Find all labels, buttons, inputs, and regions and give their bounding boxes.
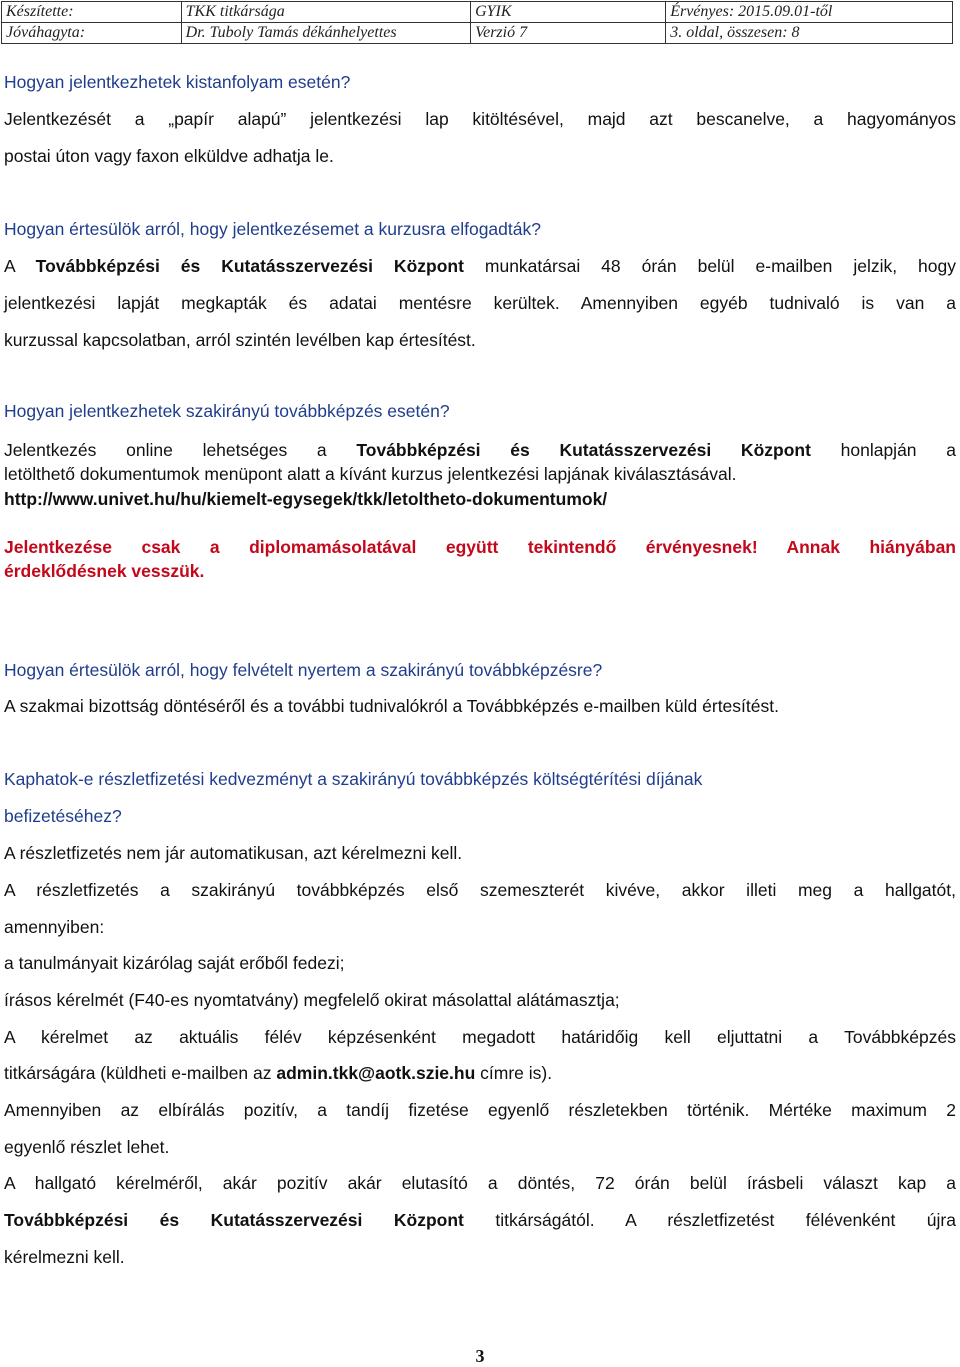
paragraph-line: írásos kérelmét (F40-es nyomtatvány) megfelelő okirat másolattal alátámasztja; <box>4 990 620 1010</box>
paragraph-line: letölthető dokumentumok menüpont alatt a kívánt kurzus jelentkezési lapjának kiválasztásával. <box>4 464 737 484</box>
paragraph-line: A részletfizetés a szakirányú továbbképzés első szemeszterét kivéve, akkor illeti meg a hallgatót, <box>4 880 956 900</box>
header-cell: Jóváhagyta: <box>2 23 182 44</box>
paragraph-line: A hallgató kérelméről, akár pozitív akár elutasító a döntés, 72 órán belül írásbeli választ kap a <box>4 1173 956 1193</box>
paragraph-line: Jelentkezését a „papír alapú” jelentkezési lap kitöltésével, majd azt bescanelve, a hagyományos <box>4 109 956 129</box>
email-address: admin.tkk@aotk.szie.hu <box>276 1063 476 1083</box>
header-cell: Készítette: <box>2 2 182 23</box>
paragraph-line: A Továbbképzési és Kutatásszervezési Központ munkatársai 48 órán belül e-mailben jelzik, hogy <box>4 256 956 276</box>
document-header-table <box>1 1 953 44</box>
paragraph-line: kurzussal kapcsolatban, arról szintén levélben kap értesítést. <box>4 330 476 350</box>
warning-text: érdeklődésnek vesszük. <box>4 561 205 581</box>
paragraph-line: A részletfizetés nem jár automatikusan, azt kérelmezni kell. <box>4 843 463 863</box>
header-cell: Verzió 7 <box>471 23 666 44</box>
section-heading: Hogyan jelentkezhetek kistanfolyam esetén? <box>4 72 351 92</box>
warning-text: Jelentkezése csak a diplomamásolatával együtt tekintendő érvényesnek! Annak hiányában <box>4 537 956 557</box>
section-heading: befizetéséhez? <box>4 806 122 826</box>
paragraph-line: egyenlő részlet lehet. <box>4 1137 170 1157</box>
section-heading: Hogyan jelentkezhetek szakirányú továbbképzés esetén? <box>4 401 450 421</box>
paragraph-line: jelentkezési lapját megkapták és adatai mentésre kerültek. Amennyiben egyéb tudnivaló is van a <box>4 293 956 313</box>
paragraph-line: Amennyiben az elbírálás pozitív, a tandíj fizetése egyenlő részletekben történik. Mértéke maximum 2 <box>4 1100 956 1120</box>
section-heading: Kaphatok-e részletfizetési kedvezményt a szakirányú továbbképzés költségtérítési díjának <box>4 769 703 789</box>
header-cell: Dr. Tuboly Tamás dékánhelyettes <box>181 23 470 44</box>
header-cell: GYIK <box>471 2 666 23</box>
paragraph-line: postai úton vagy faxon elküldve adhatja le. <box>4 146 334 166</box>
header-cell: 3. oldal, összesen: 8 <box>666 23 953 44</box>
paragraph-line: amennyiben: <box>4 917 105 937</box>
header-cell: Érvényes: 2015.09.01-től <box>666 2 953 23</box>
url-link[interactable]: http://www.univet.hu/hu/kiemelt-egysegek/tkk/letoltheto-dokumentumok/ <box>4 489 608 509</box>
header-cell: TKK titkársága <box>181 2 470 23</box>
paragraph-line: titkárságára (küldheti e-mailben az admin.tkk@aotk.szie.hu címre is). <box>4 1063 553 1083</box>
paragraph-line: A kérelmet az aktuális félév képzésenként megadott határidőig kell eljuttatni a Továbbképzés <box>4 1027 956 1047</box>
paragraph-line: A szakmai bizottság döntéséről és a további tudnivalókról a Továbbképzés e-mailben küld értesítést. <box>4 696 779 716</box>
page-number: 3 <box>475 1346 485 1366</box>
paragraph-line: Továbbképzési és Kutatásszervezési Központ titkárságától. A részletfizetést félévenként újra <box>4 1210 956 1230</box>
paragraph-line: kérelmezni kell. <box>4 1247 125 1267</box>
section-heading: Hogyan értesülök arról, hogy jelentkezésemet a kurzusra elfogadták? <box>4 219 541 239</box>
section-heading: Hogyan értesülök arról, hogy felvételt nyertem a szakirányú továbbképzésre? <box>4 660 603 680</box>
paragraph-line: Jelentkezés online lehetséges a Továbbképzési és Kutatásszervezési Központ honlapján a <box>4 440 956 460</box>
paragraph-line: a tanulmányait kizárólag saját erőből fedezi; <box>4 953 345 973</box>
